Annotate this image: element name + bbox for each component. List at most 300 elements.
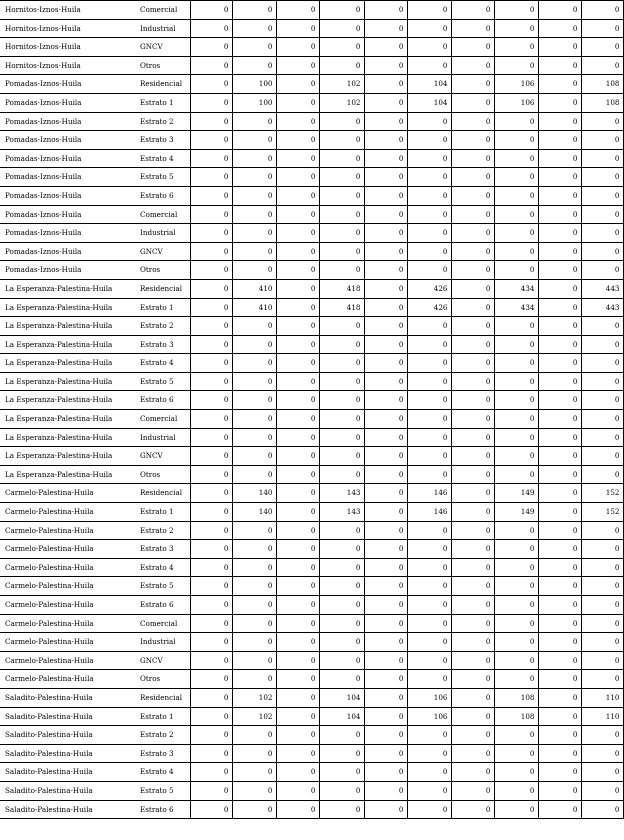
value-cell: 0 (364, 428, 407, 447)
value-cell: 0 (538, 354, 581, 373)
value-cell: 0 (232, 726, 276, 745)
value-cell: 0 (364, 633, 407, 652)
value-cell: 0 (581, 372, 623, 391)
value-cell: 0 (451, 56, 494, 75)
location-cell: Carmelo-Palestina-Huila (0, 651, 137, 670)
value-cell: 108 (494, 688, 538, 707)
value-cell: 0 (451, 186, 494, 205)
value-cell: 0 (319, 540, 364, 559)
category-cell: Estrato 6 (137, 800, 190, 819)
value-cell: 0 (232, 354, 276, 373)
value-cell: 0 (364, 261, 407, 280)
value-cell: 0 (451, 75, 494, 94)
value-cell: 0 (190, 428, 232, 447)
value-cell: 0 (494, 781, 538, 800)
value-cell: 0 (407, 112, 451, 131)
value-cell: 0 (538, 317, 581, 336)
value-cell: 0 (407, 372, 451, 391)
value-cell: 0 (451, 726, 494, 745)
value-cell: 0 (319, 558, 364, 577)
value-cell: 0 (232, 558, 276, 577)
location-cell: La Esperanza-Palestina-Huila (0, 428, 137, 447)
value-cell: 0 (451, 614, 494, 633)
table-row (0, 614, 623, 633)
value-cell: 0 (581, 38, 623, 57)
value-cell: 0 (581, 465, 623, 484)
value-cell: 0 (407, 800, 451, 819)
value-cell: 0 (494, 596, 538, 615)
location-cell: Carmelo-Palestina-Huila (0, 558, 137, 577)
value-cell: 0 (494, 800, 538, 819)
value-cell: 0 (494, 465, 538, 484)
value-cell: 104 (407, 75, 451, 94)
value-cell: 0 (190, 317, 232, 336)
value-cell: 0 (494, 205, 538, 224)
value-cell: 0 (538, 447, 581, 466)
value-cell: 426 (407, 298, 451, 317)
value-cell: 0 (538, 261, 581, 280)
value-cell: 0 (494, 372, 538, 391)
value-cell: 0 (232, 651, 276, 670)
value-cell: 0 (407, 521, 451, 540)
value-cell: 0 (538, 577, 581, 596)
value-cell: 0 (276, 763, 319, 782)
category-cell: Residencial (137, 484, 190, 503)
value-cell: 100 (232, 75, 276, 94)
table-row (0, 800, 623, 819)
value-cell: 0 (538, 19, 581, 38)
value-cell: 0 (538, 428, 581, 447)
value-cell: 0 (451, 279, 494, 298)
value-cell: 0 (364, 670, 407, 689)
value-cell: 0 (538, 242, 581, 261)
table-row (0, 670, 623, 689)
value-cell: 0 (364, 112, 407, 131)
value-cell: 0 (494, 56, 538, 75)
category-cell: Comercial (137, 614, 190, 633)
value-cell: 0 (451, 651, 494, 670)
category-cell: Estrato 1 (137, 707, 190, 726)
value-cell: 0 (581, 521, 623, 540)
value-cell: 0 (319, 596, 364, 615)
value-cell: 0 (232, 261, 276, 280)
value-cell: 0 (276, 205, 319, 224)
value-cell: 0 (407, 56, 451, 75)
value-cell: 410 (232, 279, 276, 298)
value-cell: 100 (232, 93, 276, 112)
value-cell: 0 (407, 558, 451, 577)
value-cell: 0 (276, 279, 319, 298)
location-cell: Saladito-Palestina-Huila (0, 688, 137, 707)
location-cell: Pomadas-Iznos-Huila (0, 168, 137, 187)
value-cell: 0 (407, 242, 451, 261)
value-cell: 0 (451, 465, 494, 484)
value-cell: 0 (538, 670, 581, 689)
value-cell: 0 (319, 651, 364, 670)
category-cell: Otros (137, 56, 190, 75)
value-cell: 0 (581, 670, 623, 689)
value-cell: 106 (494, 93, 538, 112)
value-cell: 0 (364, 596, 407, 615)
value-cell: 0 (276, 707, 319, 726)
value-cell: 0 (190, 131, 232, 150)
value-cell: 0 (276, 168, 319, 187)
table-row (0, 410, 623, 429)
value-cell: 0 (581, 763, 623, 782)
value-cell: 0 (581, 391, 623, 410)
value-cell: 108 (494, 707, 538, 726)
value-cell: 0 (494, 354, 538, 373)
value-cell: 0 (319, 242, 364, 261)
location-cell: Saladito-Palestina-Huila (0, 744, 137, 763)
value-cell: 0 (538, 800, 581, 819)
value-cell: 0 (276, 261, 319, 280)
value-cell: 0 (407, 651, 451, 670)
category-cell: GNCV (137, 38, 190, 57)
value-cell: 0 (581, 577, 623, 596)
value-cell: 0 (276, 410, 319, 429)
category-cell: Estrato 5 (137, 577, 190, 596)
value-cell: 0 (407, 168, 451, 187)
value-cell: 0 (581, 335, 623, 354)
value-cell: 0 (538, 614, 581, 633)
value-cell: 0 (364, 577, 407, 596)
category-cell: Residencial (137, 279, 190, 298)
value-cell: 0 (451, 800, 494, 819)
category-cell: Estrato 2 (137, 521, 190, 540)
value-cell: 0 (494, 410, 538, 429)
value-cell: 0 (407, 335, 451, 354)
value-cell: 0 (276, 688, 319, 707)
value-cell: 0 (451, 521, 494, 540)
value-cell: 0 (190, 38, 232, 57)
value-cell: 0 (276, 19, 319, 38)
value-cell: 0 (407, 1, 451, 20)
value-cell: 0 (494, 558, 538, 577)
table-row (0, 93, 623, 112)
value-cell: 0 (190, 93, 232, 112)
table-row (0, 744, 623, 763)
value-cell: 0 (407, 224, 451, 243)
value-cell: 0 (494, 726, 538, 745)
value-cell: 0 (190, 707, 232, 726)
table-row (0, 633, 623, 652)
value-cell: 0 (319, 1, 364, 20)
value-cell: 104 (319, 707, 364, 726)
value-cell: 0 (190, 391, 232, 410)
value-cell: 0 (276, 614, 319, 633)
value-cell: 0 (232, 112, 276, 131)
value-cell: 0 (319, 56, 364, 75)
table-row (0, 577, 623, 596)
value-cell: 0 (407, 131, 451, 150)
value-cell: 0 (364, 75, 407, 94)
category-cell: Industrial (137, 224, 190, 243)
value-cell: 0 (451, 261, 494, 280)
value-cell: 0 (364, 298, 407, 317)
value-cell: 0 (494, 521, 538, 540)
value-cell: 0 (190, 224, 232, 243)
value-cell: 0 (276, 38, 319, 57)
value-cell: 0 (364, 205, 407, 224)
value-cell: 0 (451, 688, 494, 707)
value-cell: 0 (232, 800, 276, 819)
value-cell: 0 (364, 242, 407, 261)
value-cell: 0 (451, 149, 494, 168)
value-cell: 0 (581, 168, 623, 187)
value-cell: 0 (276, 540, 319, 559)
value-cell: 0 (319, 391, 364, 410)
value-cell: 0 (538, 186, 581, 205)
value-cell: 0 (232, 633, 276, 652)
location-cell: Pomadas-Iznos-Huila (0, 186, 137, 205)
location-cell: La Esperanza-Palestina-Huila (0, 354, 137, 373)
table-row (0, 596, 623, 615)
value-cell: 0 (538, 112, 581, 131)
location-cell: La Esperanza-Palestina-Huila (0, 372, 137, 391)
table-row (0, 447, 623, 466)
value-cell: 0 (190, 56, 232, 75)
table-row (0, 428, 623, 447)
table-row (0, 317, 623, 336)
value-cell: 0 (319, 726, 364, 745)
value-cell: 0 (276, 298, 319, 317)
value-cell: 0 (451, 168, 494, 187)
value-cell: 0 (319, 577, 364, 596)
value-cell: 0 (276, 726, 319, 745)
value-cell: 0 (190, 503, 232, 522)
value-cell: 0 (494, 428, 538, 447)
value-cell: 0 (276, 93, 319, 112)
value-cell: 0 (319, 410, 364, 429)
value-cell: 0 (451, 540, 494, 559)
value-cell: 0 (538, 781, 581, 800)
value-cell: 0 (319, 317, 364, 336)
value-cell: 0 (581, 651, 623, 670)
value-cell: 146 (407, 503, 451, 522)
value-cell: 0 (190, 186, 232, 205)
table-row (0, 19, 623, 38)
value-cell: 0 (407, 614, 451, 633)
value-cell: 0 (407, 670, 451, 689)
value-cell: 0 (364, 447, 407, 466)
value-cell: 0 (364, 224, 407, 243)
value-cell: 0 (451, 317, 494, 336)
location-cell: La Esperanza-Palestina-Huila (0, 410, 137, 429)
value-cell: 0 (190, 800, 232, 819)
table-row (0, 707, 623, 726)
value-cell: 0 (232, 781, 276, 800)
value-cell: 0 (319, 149, 364, 168)
location-cell: Pomadas-Iznos-Huila (0, 93, 137, 112)
category-cell: Estrato 4 (137, 558, 190, 577)
category-cell: Industrial (137, 633, 190, 652)
location-cell: Pomadas-Iznos-Huila (0, 131, 137, 150)
value-cell: 0 (190, 410, 232, 429)
value-cell: 0 (494, 540, 538, 559)
value-cell: 0 (581, 410, 623, 429)
value-cell: 0 (581, 19, 623, 38)
value-cell: 0 (538, 298, 581, 317)
value-cell: 110 (581, 707, 623, 726)
value-cell: 0 (581, 1, 623, 20)
value-cell: 106 (407, 707, 451, 726)
value-cell: 0 (364, 317, 407, 336)
category-cell: Estrato 2 (137, 726, 190, 745)
value-cell: 0 (232, 38, 276, 57)
category-cell: Estrato 5 (137, 372, 190, 391)
value-cell: 0 (451, 744, 494, 763)
category-cell: Otros (137, 670, 190, 689)
category-cell: Estrato 3 (137, 131, 190, 150)
value-cell: 102 (232, 688, 276, 707)
value-cell: 434 (494, 279, 538, 298)
value-cell: 0 (494, 19, 538, 38)
value-cell: 0 (190, 168, 232, 187)
value-cell: 0 (451, 372, 494, 391)
location-cell: Carmelo-Palestina-Huila (0, 540, 137, 559)
location-cell: Pomadas-Iznos-Huila (0, 224, 137, 243)
value-cell: 0 (232, 521, 276, 540)
value-cell: 0 (319, 428, 364, 447)
value-cell: 152 (581, 503, 623, 522)
value-cell: 0 (364, 410, 407, 429)
value-cell: 0 (581, 224, 623, 243)
value-cell: 0 (232, 540, 276, 559)
location-cell: Pomadas-Iznos-Huila (0, 149, 137, 168)
table-row (0, 38, 623, 57)
value-cell: 0 (451, 410, 494, 429)
value-cell: 0 (538, 558, 581, 577)
category-cell: Estrato 2 (137, 317, 190, 336)
location-cell: Pomadas-Iznos-Huila (0, 242, 137, 261)
table-row (0, 56, 623, 75)
category-cell: Estrato 6 (137, 391, 190, 410)
value-cell: 0 (581, 149, 623, 168)
value-cell: 0 (276, 744, 319, 763)
value-cell: 0 (190, 149, 232, 168)
value-cell: 0 (232, 317, 276, 336)
category-cell: Industrial (137, 428, 190, 447)
value-cell: 0 (190, 484, 232, 503)
value-cell: 0 (538, 707, 581, 726)
table-row (0, 335, 623, 354)
value-cell: 0 (276, 391, 319, 410)
table-row (0, 484, 623, 503)
value-cell: 0 (319, 614, 364, 633)
value-cell: 0 (190, 596, 232, 615)
value-cell: 0 (319, 781, 364, 800)
value-cell: 0 (581, 558, 623, 577)
value-cell: 0 (190, 19, 232, 38)
value-cell: 0 (538, 93, 581, 112)
category-cell: Comercial (137, 410, 190, 429)
value-cell: 102 (232, 707, 276, 726)
value-cell: 0 (451, 354, 494, 373)
table-row (0, 372, 623, 391)
value-cell: 0 (232, 186, 276, 205)
category-cell: Estrato 4 (137, 149, 190, 168)
value-cell: 0 (276, 465, 319, 484)
value-cell: 0 (190, 540, 232, 559)
value-cell: 0 (364, 279, 407, 298)
value-cell: 0 (232, 56, 276, 75)
value-cell: 0 (319, 354, 364, 373)
value-cell: 0 (276, 149, 319, 168)
value-cell: 0 (538, 465, 581, 484)
table-row (0, 279, 623, 298)
value-cell: 0 (494, 577, 538, 596)
value-cell: 0 (276, 800, 319, 819)
value-cell: 0 (407, 633, 451, 652)
value-cell: 0 (494, 447, 538, 466)
value-cell: 0 (190, 279, 232, 298)
value-cell: 0 (276, 112, 319, 131)
value-cell: 0 (538, 484, 581, 503)
value-cell: 0 (364, 372, 407, 391)
value-cell: 0 (319, 186, 364, 205)
value-cell: 0 (538, 726, 581, 745)
value-cell: 0 (364, 391, 407, 410)
value-cell: 102 (319, 75, 364, 94)
value-cell: 0 (276, 484, 319, 503)
table-row (0, 688, 623, 707)
value-cell: 0 (538, 763, 581, 782)
value-cell: 0 (364, 688, 407, 707)
location-cell: Hornitos-Iznos-Huila (0, 1, 137, 20)
value-cell: 0 (581, 242, 623, 261)
value-cell: 0 (538, 38, 581, 57)
value-cell: 0 (538, 540, 581, 559)
value-cell: 0 (364, 149, 407, 168)
value-cell: 0 (232, 224, 276, 243)
value-cell: 0 (451, 298, 494, 317)
value-cell: 0 (407, 354, 451, 373)
value-cell: 0 (538, 168, 581, 187)
category-cell: Estrato 1 (137, 503, 190, 522)
value-cell: 0 (364, 335, 407, 354)
value-cell: 0 (190, 633, 232, 652)
value-cell: 0 (276, 447, 319, 466)
value-cell: 0 (190, 651, 232, 670)
value-cell: 0 (538, 503, 581, 522)
value-cell: 0 (319, 447, 364, 466)
value-cell: 0 (190, 298, 232, 317)
value-cell: 0 (451, 242, 494, 261)
value-cell: 418 (319, 298, 364, 317)
value-cell: 0 (494, 38, 538, 57)
value-cell: 0 (451, 224, 494, 243)
category-cell: Comercial (137, 205, 190, 224)
value-cell: 0 (232, 428, 276, 447)
category-cell: Estrato 3 (137, 744, 190, 763)
value-cell: 108 (581, 75, 623, 94)
value-cell: 0 (407, 540, 451, 559)
value-cell: 0 (451, 428, 494, 447)
value-cell: 0 (538, 688, 581, 707)
value-cell: 0 (190, 205, 232, 224)
value-cell: 0 (190, 335, 232, 354)
value-cell: 0 (190, 354, 232, 373)
category-cell: Estrato 5 (137, 168, 190, 187)
value-cell: 0 (232, 131, 276, 150)
category-cell: Estrato 4 (137, 763, 190, 782)
value-cell: 0 (190, 744, 232, 763)
value-cell: 0 (407, 744, 451, 763)
location-cell: Saladito-Palestina-Huila (0, 726, 137, 745)
value-cell: 0 (319, 744, 364, 763)
value-cell: 0 (276, 131, 319, 150)
